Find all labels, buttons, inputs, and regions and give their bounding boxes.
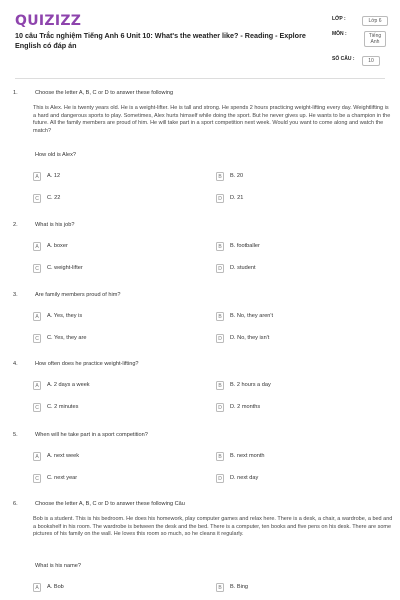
option-letter: C (33, 474, 41, 483)
question-number: 1. (13, 90, 18, 96)
option-c[interactable] (33, 334, 183, 344)
option-letter: D (216, 194, 224, 203)
option-text: D. 2 months (230, 404, 261, 410)
option-c[interactable] (33, 474, 183, 484)
meta-grade-value: Lớp 6 (362, 16, 388, 26)
reading-passage: Bob is a student. This is his bedroom. He does his homework, play computer games and relax here. There is a desk, a chair, a wardrobe, a bed and a bookshelf in his room. The wardrobe is between the desk and the bed. There is a computer, ten books and five pens on his desk. There are some pictures of his family on the wall. He loves this room so much, so he cleans it regularly. (33, 516, 393, 538)
meta-subject-value: Tiếng Anh (364, 31, 386, 47)
option-text: D. 21 (230, 195, 244, 201)
question-text: How often does he practice weight-lifting? (35, 361, 139, 367)
worksheet-header (0, 0, 400, 80)
option-text: C. weight-lifter (47, 265, 83, 271)
question-instruction: Choose the letter A, B, C or D to answer these following (35, 90, 174, 96)
option-letter: A (33, 583, 41, 592)
meta-grade-label: LỚP : (332, 16, 346, 22)
option-text: A. next week (47, 453, 80, 459)
option-text: C. 2 minutes (47, 404, 79, 410)
option-d[interactable] (216, 474, 366, 484)
option-letter: B (216, 452, 224, 461)
header-divider (15, 78, 385, 79)
worksheet-title: 10 câu Trắc nghiệm Tiếng Anh 6 Unit 10: What's the weather like? - Reading - Explore English có đáp án (15, 31, 306, 50)
option-text: C. Yes, they are (47, 335, 87, 341)
option-d[interactable] (216, 194, 366, 204)
option-letter: A (33, 452, 41, 461)
option-letter: B (216, 583, 224, 592)
option-text: B. Bing (230, 584, 249, 590)
option-d[interactable] (216, 403, 366, 413)
option-text: B. footballer (230, 243, 260, 249)
question-instruction: Choose the letter A, B, C or D to answer these following Câu (35, 501, 185, 507)
option-letter: B (216, 172, 224, 181)
option-a[interactable] (33, 312, 183, 322)
option-text: D. No, they isn't (230, 335, 270, 341)
option-letter: A (33, 172, 41, 181)
question-text: What is his name? (35, 563, 82, 569)
question-number: 2. (13, 222, 18, 228)
question-text: Are family members proud of him? (35, 292, 121, 298)
option-text: A. 12 (47, 173, 61, 179)
option-text: A. boxer (47, 243, 68, 249)
option-b[interactable] (216, 242, 366, 252)
option-d[interactable] (216, 264, 366, 274)
option-text: B. 2 hours a day (230, 382, 271, 388)
option-text: B. No, they aren't (230, 313, 274, 319)
option-letter: B (216, 381, 224, 390)
option-letter: D (216, 474, 224, 483)
option-b[interactable] (216, 381, 366, 391)
option-text: D. next day (230, 475, 259, 481)
question-number: 6. (13, 501, 18, 507)
option-text: A. Bob (47, 584, 64, 590)
option-text: D. student (230, 265, 256, 271)
option-text: C. 22 (47, 195, 61, 201)
question-number: 3. (13, 292, 18, 298)
meta-count-label: SỐ CÂU : (332, 56, 355, 62)
option-letter: C (33, 264, 41, 273)
option-b[interactable] (216, 583, 366, 593)
option-a[interactable] (33, 452, 183, 462)
option-a[interactable] (33, 381, 183, 391)
option-text: B. 20 (230, 173, 244, 179)
option-c[interactable] (33, 264, 183, 274)
option-text: A. Yes, they is (47, 313, 83, 319)
option-text: C. next year (47, 475, 78, 481)
option-b[interactable] (216, 312, 366, 322)
option-letter: D (216, 264, 224, 273)
meta-count-value: 10 (362, 56, 380, 66)
question-text: How old is Alex? (35, 152, 77, 158)
meta-subject-label: MÔN : (332, 31, 347, 37)
option-a[interactable] (33, 242, 183, 252)
option-c[interactable] (33, 403, 183, 413)
option-letter: A (33, 242, 41, 251)
option-text: A. 2 days a week (47, 382, 90, 388)
question-text: What is his job? (35, 222, 75, 228)
option-letter: D (216, 403, 224, 412)
option-b[interactable] (216, 452, 366, 462)
option-letter: B (216, 242, 224, 251)
option-d[interactable] (216, 334, 366, 344)
option-letter: C (33, 194, 41, 203)
option-b[interactable] (216, 172, 366, 182)
quizizz-logo: QUIZIZZ (15, 13, 82, 29)
option-letter: C (33, 334, 41, 343)
option-letter: A (33, 312, 41, 321)
option-a[interactable] (33, 583, 183, 593)
option-letter: C (33, 403, 41, 412)
option-text: B. next month (230, 453, 265, 459)
option-letter: D (216, 334, 224, 343)
question-text: When will he take part in a sport competition? (35, 432, 148, 438)
option-a[interactable] (33, 172, 183, 182)
option-letter: A (33, 381, 41, 390)
question-number: 4. (13, 361, 18, 367)
option-letter: B (216, 312, 224, 321)
reading-passage: This is Alex. He is twenty years old. He is a weight-lifter. He is tall and strong. He spends 2 hours practicing weight-lifting every day. Weightlifting is a hard and dangerous sports to play. Sometimes, Alex hurts himself while doing the sport. But he never gives up. He wants to be a champion in the future. All the family members are proud of him. He will take part in a sport competition next week. Would you want to come along and watch the match? (33, 105, 391, 134)
question-number: 5. (13, 432, 18, 438)
option-c[interactable] (33, 194, 183, 204)
